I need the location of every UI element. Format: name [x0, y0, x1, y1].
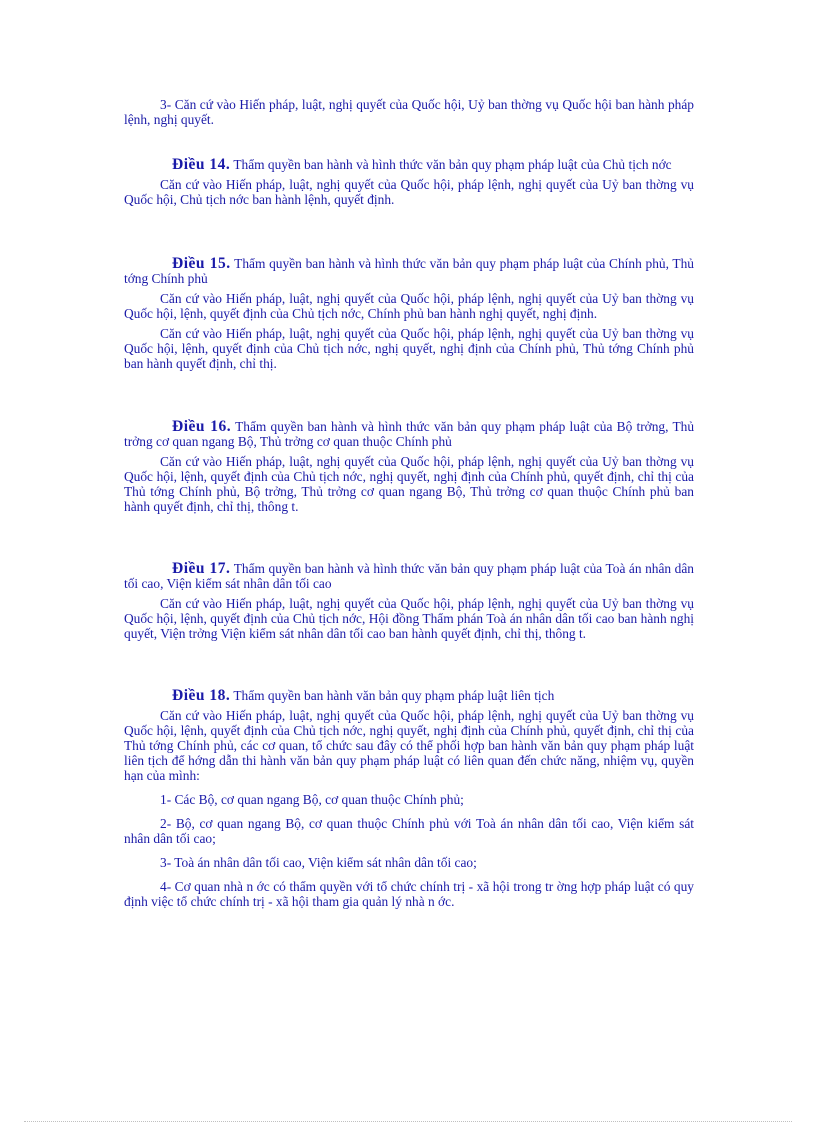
article-18-item-4: 4- Cơ quan nhà n ớc có thẩm quyền với tổ chức chính trị - xã hội trong tr ờng hợp pháp luật có quy định việc tổ chức chính trị - xã hội tham gia quản lý nhà n ớc.: [124, 879, 694, 909]
article-14-heading: [124, 157, 694, 172]
article-18-label: Điều 18.: [172, 687, 231, 704]
clause-3-paragraph: 3- Căn cứ vào Hiến pháp, luật, nghị quyết của Quốc hội, Uỷ ban thờng vụ Quốc hội ban hành pháp lệnh, nghị quyết.: [124, 97, 694, 127]
article-16: [124, 419, 694, 514]
article-18-body: Căn cứ vào Hiến pháp, luật, nghị quyết của Quốc hội, pháp lệnh, nghị quyết của Uỷ ban thờng vụ Quốc hội, lệnh, quyết định của Chủ tịch nớc, nghị quyết, nghị định của Chính phủ, quyết định, chỉ thị của Thủ tớng Chính phủ, các cơ quan, tổ chức sau đây có thể phối hợp ban hành văn bản quy phạm pháp luật liên tịch để hớng dẫn thi hành văn bản quy phạm pháp luật có liên quan đến chức năng, nhiệm vụ, quyền hạn của mình:: [124, 708, 694, 783]
article-14: [124, 157, 694, 207]
article-16-label: Điều 16.: [172, 418, 232, 435]
article-16-title: Thẩm quyền ban hành và hình thức văn bản quy phạm pháp luật của Bộ trởng, Thủ trởng cơ quan ngang Bộ, Thủ trởng cơ quan thuộc Chính phủ: [124, 419, 695, 449]
article-16-body: Căn cứ vào Hiến pháp, luật, nghị quyết của Quốc hội, pháp lệnh, nghị quyết của Uỷ ban thờng vụ Quốc hội, lệnh, quyết định của Chủ tịch nớc, nghị quyết, nghị định của Chính phủ, quyết định, chỉ thị của Thủ tớng Chính phủ, Bộ trởng, Thủ trởng cơ quan ngang Bộ, Thủ trởng cơ quan thuộc Chính phủ ban hành quyết định, chỉ thị, thông t.: [124, 454, 694, 514]
article-17: [124, 561, 694, 641]
article-18-item-1: 1- Các Bộ, cơ quan ngang Bộ, cơ quan thuộc Chính phủ;: [160, 792, 464, 807]
article-15-body-2: Căn cứ vào Hiến pháp, luật, nghị quyết của Quốc hội, pháp lệnh, nghị quyết của Uỷ ban thờng vụ Quốc hội, lệnh, quyết định của Chủ tịch nớc, nghị quyết, nghị định của Chính phủ, Thủ tớng Chính phủ ban hành quyết định, chỉ thị.: [124, 326, 694, 371]
article-14-body: Căn cứ vào Hiến pháp, luật, nghị quyết của Quốc hội, pháp lệnh, nghị quyết của Uỷ ban thờng vụ Quốc hội, Chủ tịch nớc ban hành lệnh, quyết định.: [124, 177, 694, 207]
article-18-item-2: 2- Bộ, cơ quan ngang Bộ, cơ quan thuộc Chính phủ với Toà án nhân dân tối cao, Viện kiểm sát nhân dân tối cao;: [124, 816, 694, 846]
article-17-title: Thẩm quyền ban hành và hình thức văn bản quy phạm pháp luật của Toà án nhân dân tối cao, Viện kiểm sát nhân dân tối cao: [124, 561, 694, 591]
article-18-title: Thẩm quyền ban hành văn bản quy phạm pháp luật liên tịch: [230, 688, 555, 703]
article-18: [124, 688, 694, 909]
article-16-heading: [124, 419, 694, 449]
article-18-item-3: 3- Toà án nhân dân tối cao, Viện kiểm sát nhân dân tối cao;: [160, 855, 477, 870]
article-17-body: Căn cứ vào Hiến pháp, luật, nghị quyết của Quốc hội, pháp lệnh, nghị quyết của Uỷ ban thờng vụ Quốc hội, lệnh, quyết định của Chủ tịch nớc, Hội đồng Thẩm phán Toà án nhân dân tối cao ban hành nghị quyết, Viện trởng Viện kiểm sát nhân dân tối cao ban hành quyết định, chỉ thị, thông t.: [124, 596, 694, 641]
article-15-heading: [124, 256, 694, 286]
article-17-label: Điều 17.: [172, 560, 231, 577]
article-14-label: Điều 14.: [172, 156, 231, 173]
article-18-heading: [124, 688, 694, 703]
page-bottom-divider: [24, 1121, 792, 1122]
article-15-body-1: Căn cứ vào Hiến pháp, luật, nghị quyết của Quốc hội, pháp lệnh, nghị quyết của Uỷ ban thờng vụ Quốc hội, lệnh, quyết định của Chủ tịch nớc, Chính phủ ban hành nghị quyết, nghị định.: [124, 291, 694, 321]
article-17-heading: [124, 561, 694, 591]
article-14-title: Thẩm quyền ban hành và hình thức văn bản quy phạm pháp luật của Chủ tịch nớc: [230, 157, 672, 172]
article-15: [124, 256, 694, 371]
article-15-label: Điều 15.: [172, 255, 231, 272]
clause-3-block: [124, 97, 694, 127]
article-15-title: Thẩm quyền ban hành và hình thức văn bản quy phạm pháp luật của Chính phủ, Thủ tớng Chính phủ: [124, 256, 694, 286]
